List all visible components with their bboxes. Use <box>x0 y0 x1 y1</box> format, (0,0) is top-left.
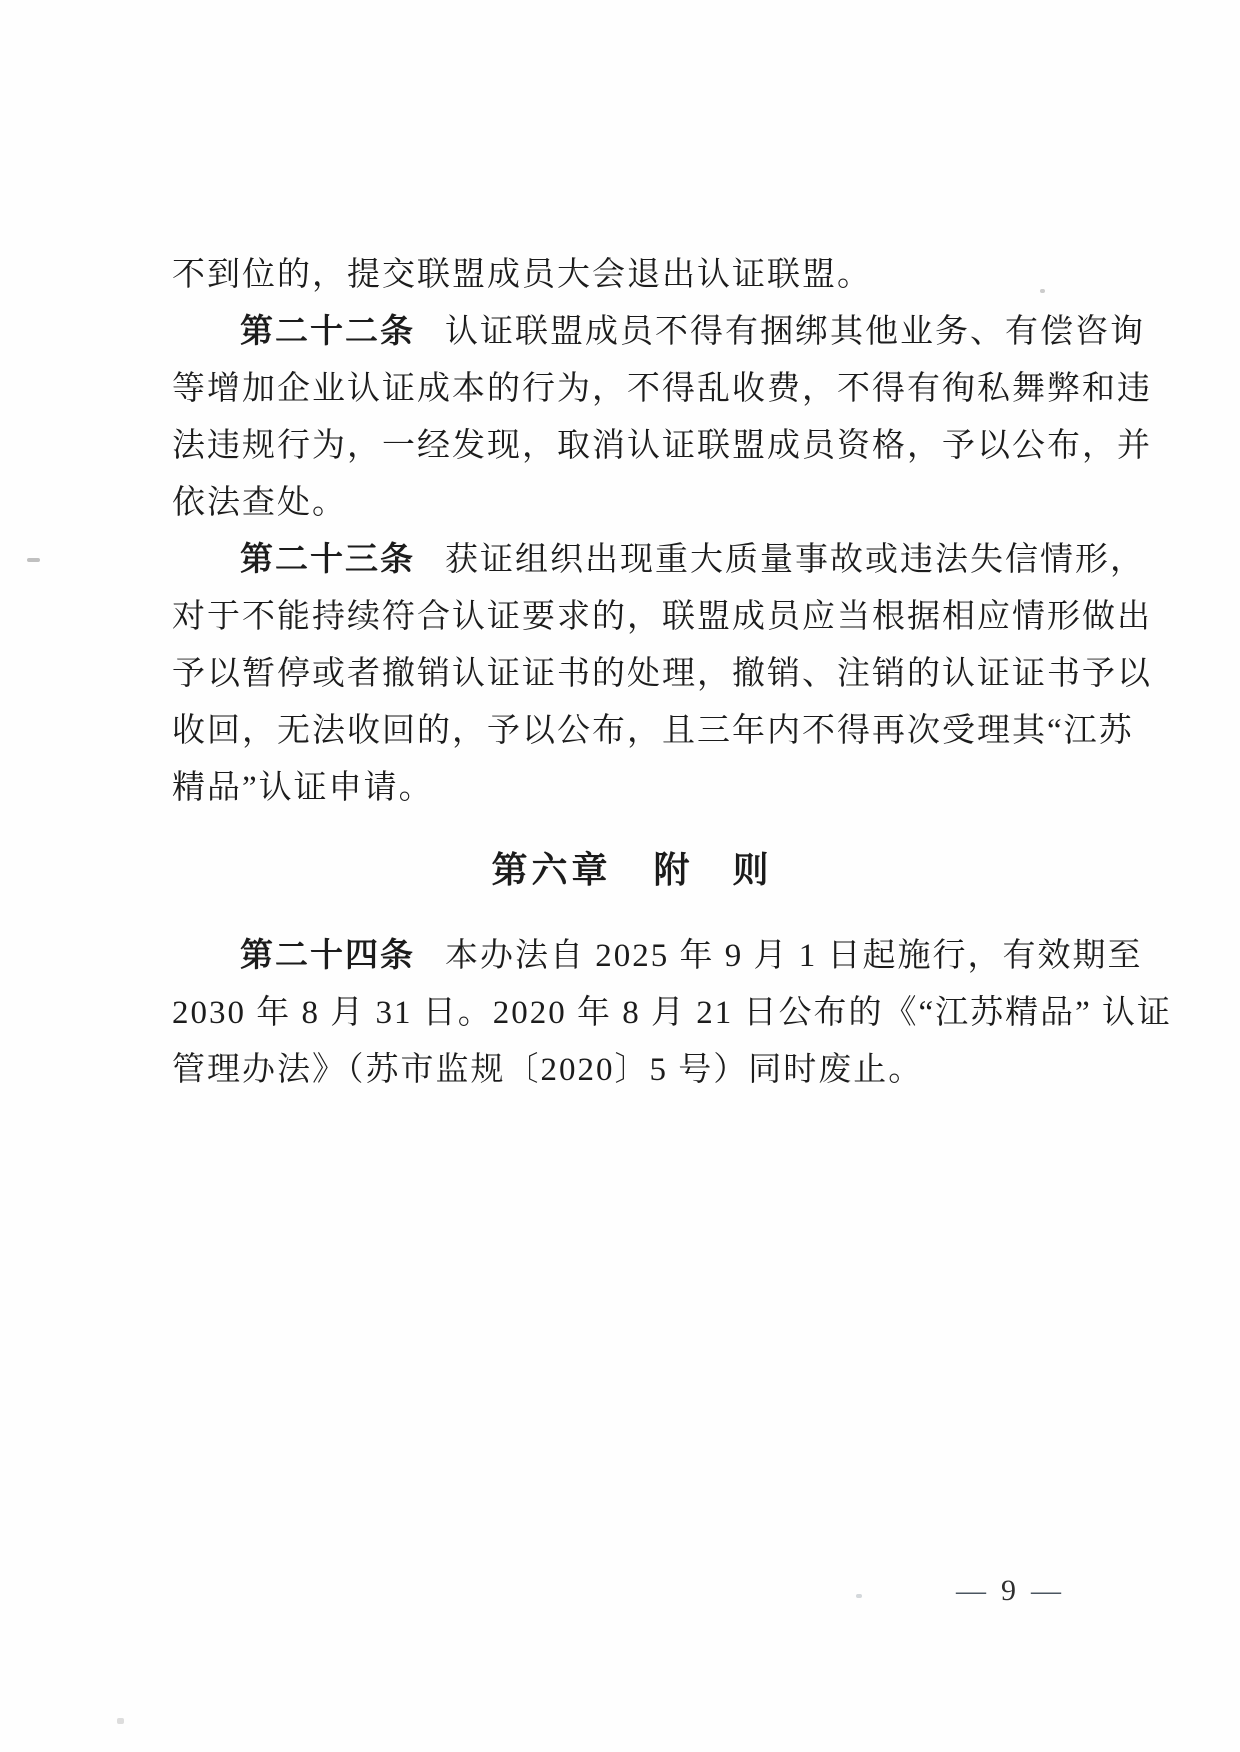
document-line <box>172 703 1134 760</box>
document-text-block <box>172 247 1173 1099</box>
page-number-left-dash: — <box>956 1574 986 1607</box>
document-line <box>172 589 1152 646</box>
line-text: 依法查处。 <box>172 485 347 521</box>
scan-artifact-dash <box>27 558 40 562</box>
line-text: 不到位的，提交联盟成员大会退出认证联盟。 <box>172 257 872 293</box>
line-text: 对于不能持续符合认证要求的，联盟成员应当根据相应情形做出 <box>172 599 1152 635</box>
document-line <box>172 985 1173 1042</box>
line-text: 获证组织出现重大质量事故或违法失信情形， <box>445 542 1145 578</box>
document-line <box>172 247 1092 304</box>
line-text: 2030 年 8 月 31 日。2020 年 8 月 21 日公布的《“江苏精品” 认证 <box>172 995 1173 1031</box>
article-number: 第二十四条 <box>240 938 415 974</box>
document-line <box>172 475 1092 532</box>
page-number-value: 9 <box>1001 1574 1016 1607</box>
document-line <box>172 304 1145 361</box>
line-text: 精品”认证申请。 <box>172 770 434 806</box>
article-number: 第二十二条 <box>240 314 415 350</box>
document-line <box>172 760 1092 817</box>
line-text: 收回，无法收回的，予以公布，且三年内不得再次受理其“江苏 <box>172 713 1134 749</box>
scan-artifact-speck <box>117 1718 124 1724</box>
page-number <box>956 1574 1061 1608</box>
document-line <box>172 532 1145 589</box>
chapter-number: 第六章 <box>491 850 612 890</box>
line-text: 法违规行为，一经发现，取消认证联盟成员资格，予以公布，并 <box>172 428 1152 464</box>
chapter-title: 附 则 <box>653 850 773 890</box>
closing-paragraph <box>172 928 1173 1099</box>
chapter-heading <box>172 842 1092 899</box>
line-text: 管理办法》（苏市监规〔2020〕5 号）同时废止。 <box>172 1052 924 1088</box>
document-line <box>172 361 1152 418</box>
document-line <box>172 418 1152 475</box>
scan-artifact-dot <box>1040 289 1045 293</box>
document-line <box>172 646 1152 703</box>
line-text: 等增加企业认证成本的行为，不得乱收费，不得有徇私舞弊和违 <box>172 371 1152 407</box>
line-text: 认证联盟成员不得有捆绑其他业务、有偿咨询 <box>445 314 1145 350</box>
document-line <box>172 1042 1092 1099</box>
line-text: 予以暂停或者撤销认证证书的处理，撤销、注销的认证证书予以 <box>172 656 1152 692</box>
scan-artifact-dot <box>856 1594 862 1598</box>
page-number-right-dash: — <box>1031 1574 1061 1607</box>
line-text: 本办法自 2025 年 9 月 1 日起施行，有效期至 <box>445 938 1143 974</box>
article-number: 第二十三条 <box>240 542 415 578</box>
document-line <box>172 928 1143 985</box>
